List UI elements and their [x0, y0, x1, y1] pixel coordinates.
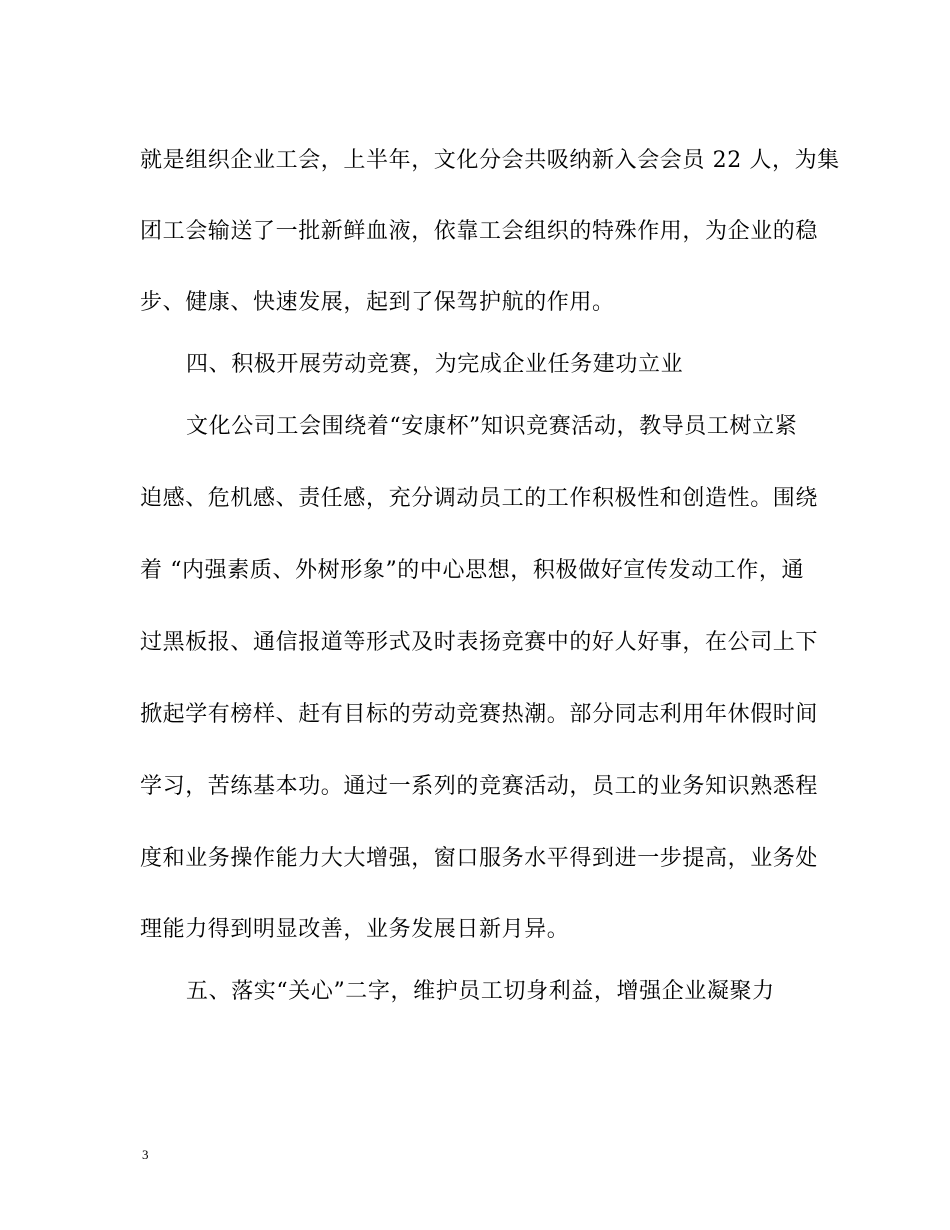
text-line-9: 掀起学有榜样、赶有目标的劳动竞赛热潮。部分同志利用年休假时间	[140, 702, 819, 727]
text-line-11: 度和业务操作能力大大增强，窗口服务水平得到进一步提高，业务处	[140, 846, 819, 871]
text-line-1: 就是组织企业工会，上半年，文化分会共吸纳新入会会员 22 人，为集	[140, 148, 840, 173]
text-line-7: 着 “内强素质、外树形象”的中心思想，积极做好宣传发动工作，通	[140, 558, 805, 583]
text-line-10: 学习，苦练基本功。通过一系列的竞赛活动，员工的业务知识熟悉程	[140, 774, 819, 799]
section-heading-4: 四、积极开展劳动竞赛，为完成企业任务建功立业	[186, 352, 684, 377]
text-line-2: 团工会输送了一批新鲜血液，依靠工会组织的特殊作用，为企业的稳	[140, 219, 819, 244]
section-heading-5: 五、落实“关心”二字，维护员工切身利益，增强企业凝聚力	[186, 979, 775, 1004]
text-line-12: 理能力得到明显改善，业务发展日新月异。	[140, 917, 570, 942]
text-line-8: 过黑板报、通信报道等形式及时表扬竞赛中的好人好事，在公司上下	[140, 630, 819, 655]
page-number: 3	[142, 1147, 149, 1162]
text-line-5: 文化公司工会围绕着“安康杯”知识竞赛活动，教导员工树立紧	[186, 414, 798, 439]
text-line-3: 步、健康、快速发展，起到了保驾护航的作用。	[140, 290, 615, 315]
text-line-6: 迫感、危机感、责任感，充分调动员工的工作积极性和创造性。围绕	[140, 486, 819, 511]
